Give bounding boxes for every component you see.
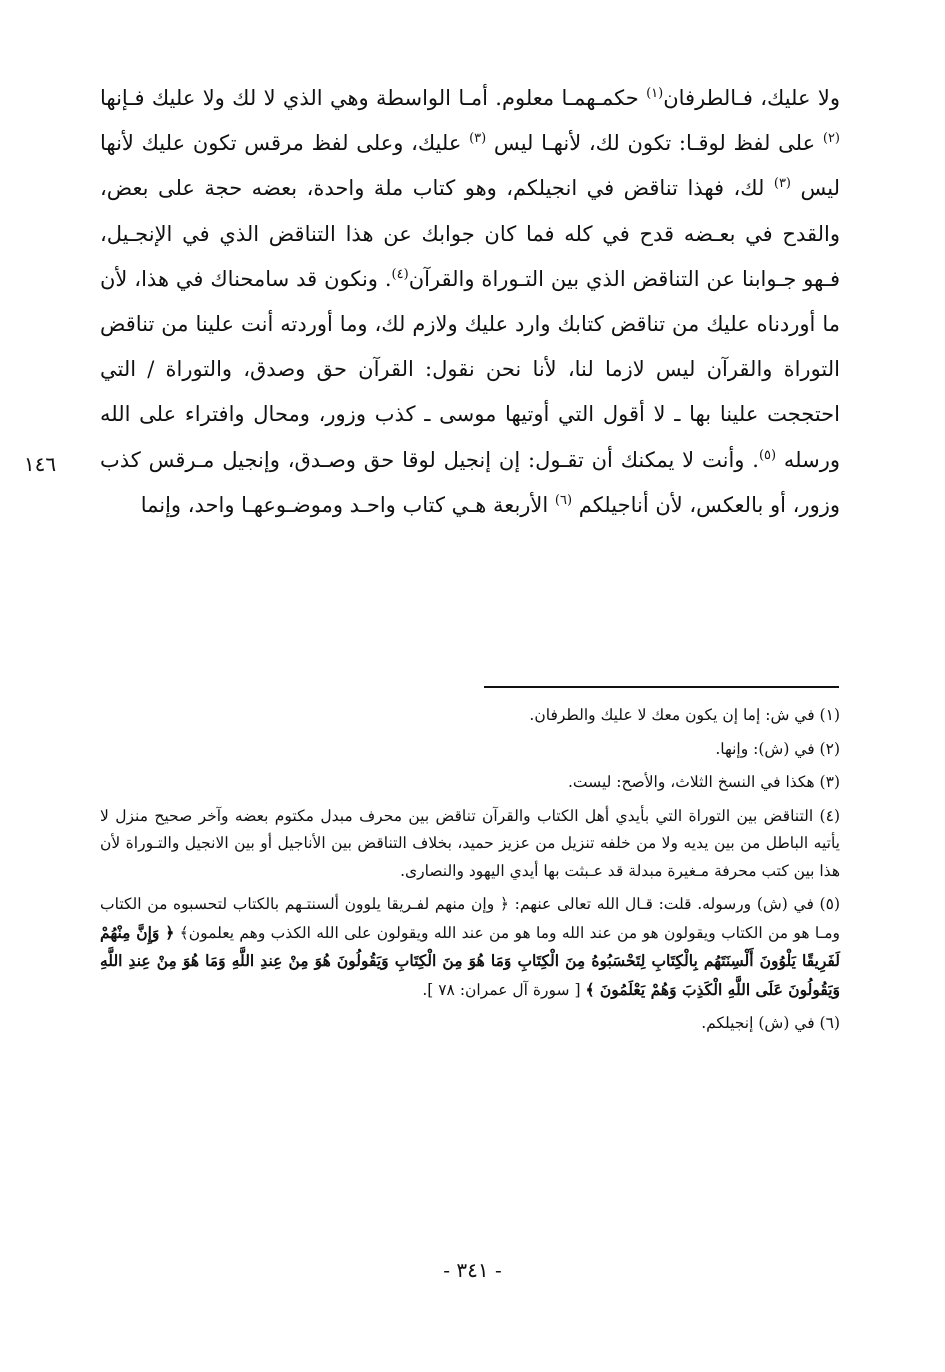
footnote-ref: (٦) [554, 492, 573, 508]
main-text-block [100, 76, 840, 528]
footnote-3: (٣) هكذا في النسخ الثلاث، والأصح: ليست. [568, 773, 840, 791]
footnote-ref: (٤) [391, 266, 409, 282]
margin-folio-number: ١٤٦ [23, 452, 57, 476]
main-text-segment: . ونكون قد سامحناك في هذا، لأن ما أوردناه عليك من تناقض كتابك وارد عليك ولازم لك، وما أوردته أنت علينا من تناقض التوراة والقرآن ليس لازما لنا، لأنا نحن نقول: القرآن حق وصدق، والتوراة / التي احتججت علينا بها ـ لا أقول التي أوتيها موسى ـ كذب وزور، ومحال وافتراء على الله ورسله [100, 266, 840, 472]
main-text-segment: حكمـهمـا معلوم. أمـا الواسطة وهي الذي لا لك ولا عليك فـإنها [100, 86, 647, 110]
main-text-segment: . وأنت لا يمكنك أن تقـول: إن إنجيل لوقا حق وصـدق، وإنجيل مـرقس كذب وزور، أو بالعكس، لأن أناجيلكم [100, 447, 840, 517]
footnote-6: (٦) في (ش) إنجيلكم. [701, 1014, 840, 1032]
main-text-segment: على لفظ لوقـا: تكون لك، لأنهـا ليس [486, 131, 823, 156]
main-text-segment: عليك، وعلى لفظ مرقس تكون عليك لأنها ليس [100, 131, 840, 201]
footnote-2: (٢) في (ش): وإنها. [715, 739, 840, 758]
surah-reference: [ سورة آل عمران: ٧٨ ]. [422, 980, 581, 999]
page-number: - ٣٤١ - [443, 1258, 502, 1282]
footnote-ref: (٣) [773, 176, 791, 192]
footnote-separator [484, 686, 839, 688]
footnotes-block [100, 702, 840, 1044]
footnote-5 [100, 891, 840, 1004]
footnote-4: (٤) التناقض بين التوراة التي بأيدي أهل الكتاب والقرآن تناقض بين محرف مبدل مكتوم بعضه وآخر صحيح منزل لا يأتيه الباطل من بين يديه ولا من خلفه تنزيل من عزيز حميد، بخلاف التناقض بين الأناجيل أو بين الانجيل والتـوراة لأن هذا بين كتب محرفة مـغيرة مبدلة قد عـبثت بها أيدي اليهود والنصارى. [100, 806, 840, 880]
main-text-segment: لك، فهذا تناقض في انجيلكم، وهو كتاب ملة واحدة، بعضه حجة على بعض، والقدح في بعـضه قدح في كله فما كان جوابك عن هذا التناقض الذي في الإنجـيل، فـهو جـوابنا عن التناقض الذي بين التـوراة والقرآن [100, 176, 840, 291]
footnote-ref: (١) [646, 86, 664, 101]
footnote-ref: (٣) [469, 131, 487, 147]
footnote-1: (١) في ش: إما إن يكون معك لا عليك والطرفان. [529, 706, 840, 724]
footnote-ref: (٥) [758, 447, 777, 463]
footnote-5-text: (٥) في (ش) ورسوله. قلت: قـال الله تعالى عنهم: ﴿ وإن منهم لفـريقا يلوون ألسنتـهم بالكتاب لتحسبوه من الكتاب ومـا هو من الكتاب ويقولون هو من عند الله وما هو من عند الله ويقولون على الله الكذب وهم يعلمون﴾ [100, 895, 840, 942]
quran-verse: ﴿ وَإِنَّ مِنْهُمْ لَفَرِيقًا يَلْوُونَ أَلْسِنَتَهُم بِالْكِتَابِ لِتَحْسَبُوهُ مِنَ الْكِتَابِ وَمَا هُوَ مِنَ الْكِتَابِ وَيَقُولُونَ هُوَ مِنْ عِندِ اللَّهِ وَمَا هُوَ مِنْ عِندِ اللَّهِ وَيَقُولُونَ عَلَى اللَّهِ الْكَذِبَ وَهُمْ يَعْلَمُونَ ﴾ [100, 922, 840, 999]
footnote-ref: (٢) [822, 131, 840, 147]
main-text-segment: ولا عليك، فـالطرفان [663, 86, 840, 110]
main-text-segment: الأربعة هـي كتاب واحـد وموضـوعهـا واحد، وإنما [140, 492, 555, 517]
